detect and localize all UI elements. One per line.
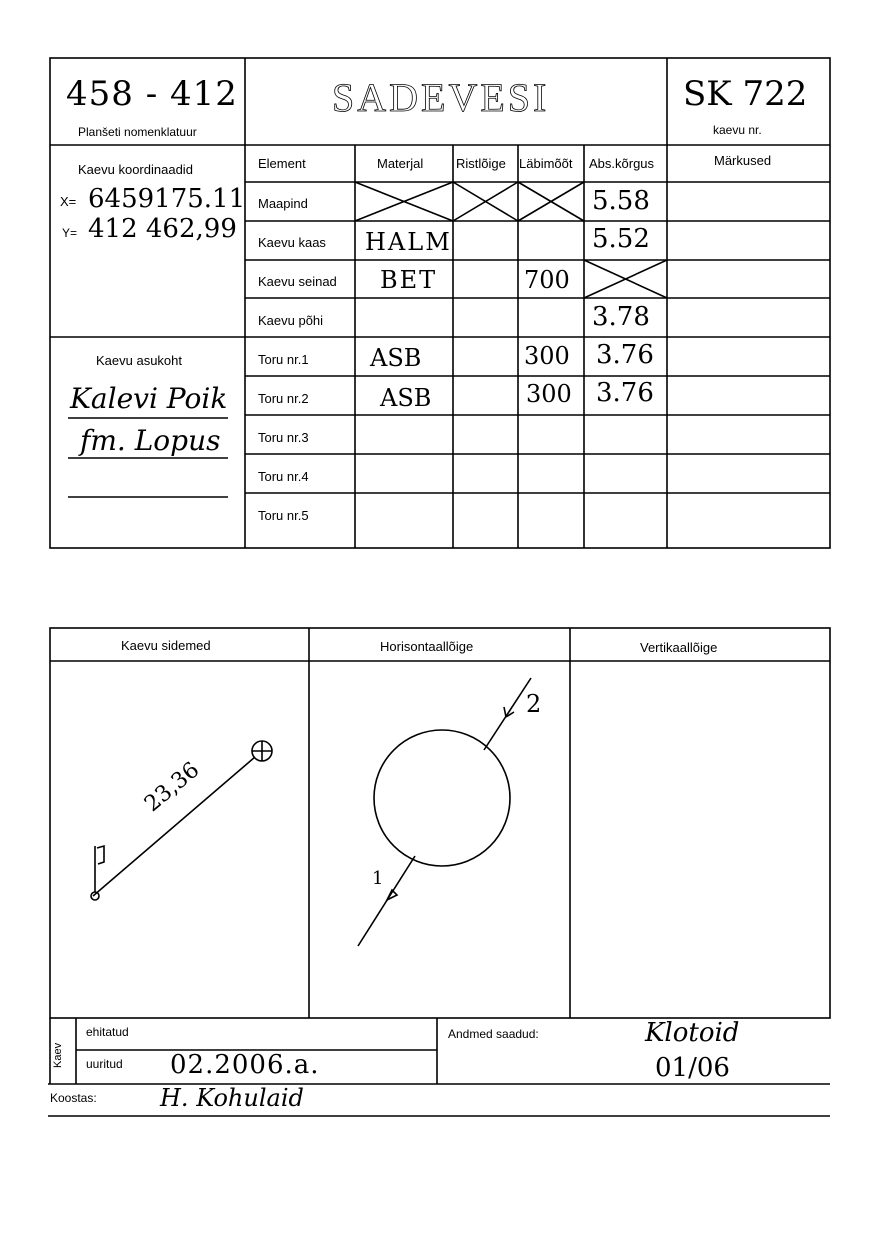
- row-element-label: Maapind: [258, 196, 308, 211]
- elevation-cell: 5.52: [592, 224, 650, 254]
- elevation-cell: 3.78: [592, 302, 650, 332]
- map-sheet-value: 458 - 412: [66, 74, 238, 114]
- built-label: ehitatud: [86, 1025, 129, 1039]
- col-header-material: Materjal: [377, 156, 424, 171]
- elevation-cell: 5.58: [592, 186, 650, 216]
- col-header-notes: Märkused: [714, 153, 772, 168]
- row-element-label: Toru nr.4: [258, 469, 309, 484]
- surveyed-date: 02.2006.a.: [170, 1050, 320, 1080]
- page-title: SADEVESI: [332, 75, 550, 120]
- well-number-label: kaevu nr.: [713, 123, 762, 137]
- well-number-value: SK 722: [683, 74, 808, 114]
- x-coordinate-value: 6459175.11: [88, 184, 246, 214]
- diameter-cell: 300: [524, 342, 570, 370]
- x-prefix: X=: [60, 194, 77, 209]
- row-element-label: Kaevu kaas: [258, 235, 326, 250]
- pipe-2-label: 2: [526, 690, 542, 718]
- row-element-label: Kaevu seinad: [258, 274, 337, 289]
- col-header-element: Element: [258, 156, 306, 171]
- horizontal-section-sketch: [358, 678, 531, 946]
- material-cell: ASB: [380, 384, 432, 412]
- row-element-label: Toru nr.1: [258, 352, 309, 367]
- compiled-by: H. Kohulaid: [160, 1084, 304, 1112]
- col-header-cross-section: Ristlõige: [456, 156, 506, 171]
- compiled-label: Koostas:: [50, 1091, 97, 1105]
- y-coordinate-value: 412 462,99: [88, 214, 237, 244]
- row-element-label: Toru nr.2: [258, 391, 309, 406]
- row-element-label: Toru nr.3: [258, 430, 309, 445]
- vertical-section-label: Vertikaallõige: [640, 640, 718, 655]
- location-line-2: fm. Lopus: [80, 424, 221, 457]
- horizontal-section-label: Horisontaallõige: [380, 639, 474, 654]
- diameter-cell: 300: [526, 380, 572, 408]
- elevation-cell: 3.76: [596, 340, 654, 370]
- row-element-label: Kaevu põhi: [258, 313, 324, 328]
- y-prefix: Y=: [62, 226, 78, 240]
- kaev-label: Kaev: [52, 1042, 64, 1068]
- surveyed-label: uuritud: [86, 1057, 123, 1071]
- data-from-date: 01/06: [655, 1053, 730, 1083]
- location-line-1: Kalevi Poik: [70, 382, 228, 415]
- coordinates-label: Kaevu koordinaadid: [78, 162, 193, 177]
- elevation-cell: 3.76: [596, 378, 654, 408]
- col-header-elevation: Abs.kõrgus: [589, 156, 655, 171]
- data-from-value: Klotoid: [645, 1018, 740, 1048]
- location-label: Kaevu asukoht: [96, 353, 183, 368]
- tie-distance: 23,36: [140, 757, 205, 818]
- data-from-label: Andmed saadud:: [448, 1027, 539, 1041]
- material-cell: BET: [380, 266, 438, 294]
- row-element-label: Toru nr.5: [258, 508, 309, 523]
- ties-label: Kaevu sidemed: [121, 638, 211, 653]
- material-cell: ASB: [370, 344, 422, 372]
- diameter-cell: 700: [524, 266, 570, 294]
- col-header-diameter: Läbimõõt: [519, 156, 573, 171]
- map-sheet-label: Planšeti nomenklatuur: [78, 125, 197, 139]
- material-cell: HALM: [365, 228, 452, 256]
- pipe-1-label: 1: [372, 868, 384, 889]
